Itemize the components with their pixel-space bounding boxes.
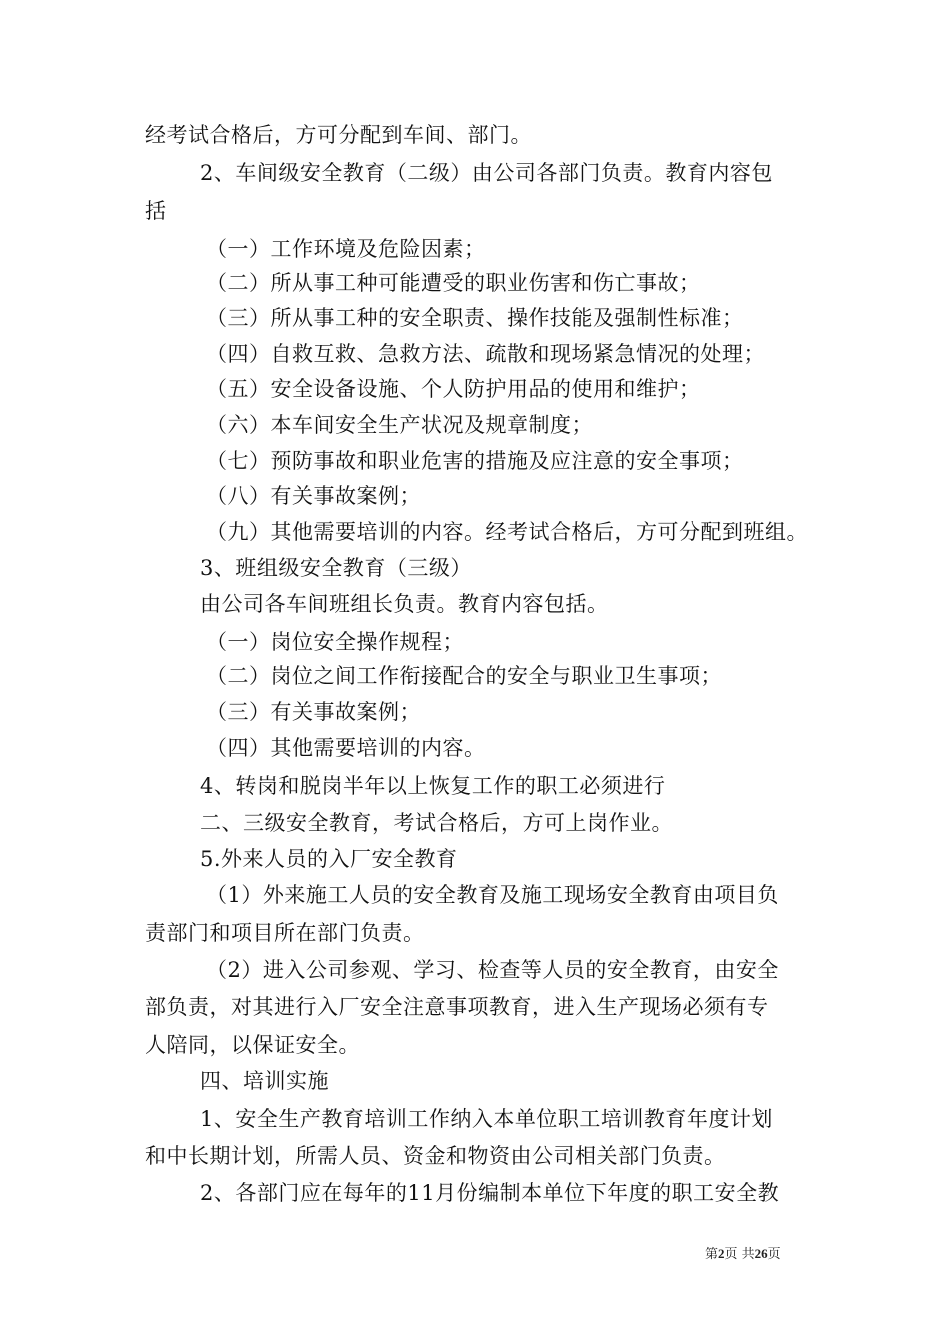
text-line: （2）进入公司参观、学习、检查等人员的安全教育，由安全 xyxy=(206,958,779,982)
page-number-footer xyxy=(705,1245,781,1264)
text-line: （九）其他需要培训的内容。经考试合格后，方可分配到班组。 xyxy=(206,520,808,544)
text-line: （二）所从事工种可能遭受的职业伤害和伤亡事故； xyxy=(206,271,701,295)
text-line: 和中长期计划，所需人员、资金和物资由公司相关部门负责。 xyxy=(145,1144,726,1168)
text-line: 2、各部门应在每年的11月份编制本单位下年度的职工安全教 xyxy=(200,1181,780,1205)
text-line: 2、车间级安全教育（二级）由公司各部门负责。教育内容包 xyxy=(200,161,773,185)
text-line: （一）岗位安全操作规程； xyxy=(206,630,464,654)
text-line: （四）自救互救、急救方法、疏散和现场紧急情况的处理； xyxy=(206,342,765,366)
text-line: （一）工作环境及危险因素； xyxy=(206,237,486,261)
text-line: （八）有关事故案例； xyxy=(206,484,421,508)
text-line: （五）安全设备设施、个人防护用品的使用和维护； xyxy=(206,377,701,401)
text-line: （七）预防事故和职业危害的措施及应注意的安全事项； xyxy=(206,449,744,473)
text-line: 1、安全生产教育培训工作纳入本单位职工培训教育年度计划 xyxy=(200,1107,773,1131)
text-line: 括 xyxy=(145,199,167,223)
text-line: （三）所从事工种的安全职责、操作技能及强制性标准； xyxy=(206,306,744,330)
text-line: 经考试合格后，方可分配到车间、部门。 xyxy=(145,123,532,147)
text-line: （六）本车间安全生产状况及规章制度； xyxy=(206,413,593,437)
footer-middle: 页 共 xyxy=(724,1247,755,1262)
text-line: （二）岗位之间工作衔接配合的安全与职业卫生事项； xyxy=(206,664,722,688)
text-line: 5.外来人员的入厂安全教育 xyxy=(200,847,458,871)
text-line: 四、培训实施 xyxy=(200,1069,329,1093)
text-line: （1）外来施工人员的安全教育及施工现场安全教育由项目负 xyxy=(206,883,779,907)
text-line: 责部门和项目所在部门负责。 xyxy=(145,921,425,945)
footer-prefix: 第 xyxy=(705,1247,719,1262)
current-page-number: 2 xyxy=(718,1246,725,1261)
text-line: 3、班组级安全教育（三级） xyxy=(200,556,472,580)
footer-suffix: 页 xyxy=(767,1247,781,1262)
text-line: （四）其他需要培训的内容。 xyxy=(206,736,486,760)
total-pages-number: 26 xyxy=(754,1246,768,1261)
text-line: 部负责，对其进行入厂安全注意事项教育，进入生产现场必须有专 xyxy=(145,995,769,1019)
text-line: 由公司各车间班组长负责。教育内容包括。 xyxy=(200,592,609,616)
text-line: （三）有关事故案例； xyxy=(206,700,421,724)
text-line: 人陪同，以保证安全。 xyxy=(145,1033,360,1057)
text-line: 二、三级安全教育，考试合格后，方可上岗作业。 xyxy=(200,811,673,835)
text-line: 4、转岗和脱岗半年以上恢复工作的职工必须进行 xyxy=(200,774,666,798)
